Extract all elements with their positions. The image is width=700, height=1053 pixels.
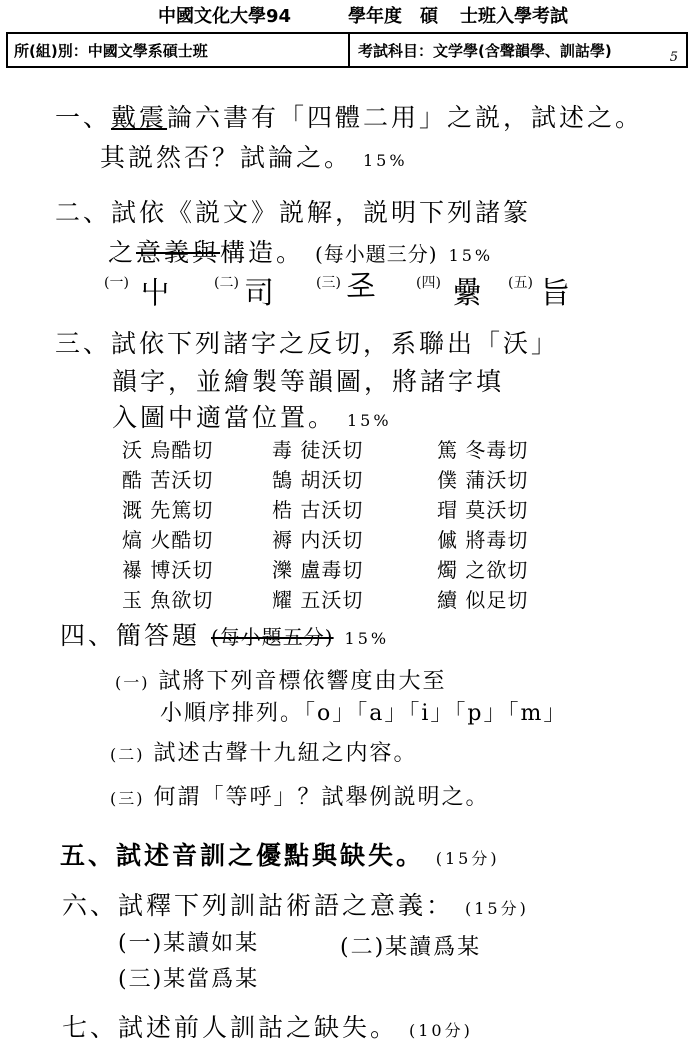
q2-item-4-label: (四)	[416, 275, 441, 291]
q2-item-1-label: (一)	[104, 275, 129, 291]
q2-item-2-char: 司	[244, 276, 274, 311]
program-label: 士班入學考試	[460, 6, 568, 27]
table-cell: 篤 冬毒切	[437, 438, 529, 462]
q4-sub3-label: (三)	[110, 789, 145, 808]
q6-score: (15分)	[464, 899, 529, 918]
q6-sub2-text: (二)某讀爲某	[340, 935, 482, 960]
q1-author: 戴震	[111, 103, 168, 132]
q2-item-5-label: (五)	[508, 275, 533, 291]
q5-number: 五、	[60, 841, 117, 870]
q1-line1	[55, 98, 643, 134]
table-cell: 燭 之欲切	[437, 558, 529, 582]
table-cell: 瑁 莫沃切	[437, 498, 529, 522]
q1-text-1: 論六書有「四體二用」之説，試述之。	[167, 103, 644, 132]
q4-sub2-label: (二)	[110, 745, 145, 764]
q6-sub1	[118, 926, 259, 957]
table-cell: 耀 五沃切	[272, 588, 364, 612]
q2-item-2-label: (二)	[214, 275, 239, 291]
q4-sub3-text: 何謂「等呼」？試舉例説明之。	[153, 785, 490, 810]
q1-text-2: 其説然否？試論之。	[100, 143, 353, 172]
q1-score: 15%	[362, 151, 408, 170]
q3-text-2: 韻字，並繪製等韻圖，將諸字填	[112, 367, 505, 396]
table-cell: 酷 苦沃切	[122, 468, 214, 492]
table-cell: 梏 古沃切	[272, 498, 364, 522]
q3-score: 15%	[346, 411, 392, 430]
table-cell: 續 似足切	[437, 588, 529, 612]
q4-title: 簡答題	[116, 621, 201, 650]
q7-number: 七、	[62, 1013, 119, 1042]
table-row	[122, 494, 587, 523]
q2-note: (每小題三分)	[315, 242, 438, 266]
table-cell: 溉 先篤切	[122, 498, 214, 522]
q4-note: (每小題五分)	[210, 625, 334, 649]
table-cell: 傶 將毒切	[437, 528, 529, 552]
table-cell: 鵠 胡沃切	[272, 468, 364, 492]
q6-sub1-text: (一)某讀如某	[118, 931, 260, 956]
q5-line	[60, 836, 500, 872]
q4-sub3	[110, 780, 490, 811]
table-cell: 玉 魚欲切	[122, 588, 214, 612]
table-cell: 褥 内沃切	[272, 528, 364, 552]
table-cell: 沃 烏酷切	[122, 438, 214, 462]
q2-text-2a: 之	[108, 238, 137, 267]
table-cell: 毒 徒沃切	[272, 438, 364, 462]
q6-sub3	[118, 962, 259, 993]
q4-line1	[60, 616, 389, 652]
q6-sub3-text: (三)某當爲某	[118, 967, 260, 992]
q2-text-2b: 構造。	[220, 238, 305, 267]
q4-sub1-line1	[115, 664, 447, 695]
header-divider	[348, 34, 350, 66]
q3-text-3: 入圖中適當位置。	[112, 403, 337, 432]
degree-label: 碩	[420, 6, 438, 27]
table-row	[122, 434, 587, 463]
q2-line1	[55, 193, 531, 229]
exam-title-line	[158, 0, 598, 30]
table-cell: 僕 蒲沃切	[437, 468, 529, 492]
q4-score: 15%	[344, 629, 390, 648]
table-row	[122, 524, 587, 553]
q1-number: 一、	[55, 103, 112, 132]
q4-sub1-text-2: 小順序排列。「o」「a」「i」「p」「m」	[160, 701, 568, 726]
q5-text: 試述音訓之優點與缺失。	[116, 841, 425, 870]
q6-number: 六、	[62, 891, 119, 920]
q3-number: 三、	[55, 329, 112, 358]
q2-item-4-char: 纍	[452, 276, 482, 311]
q4-sub1-label: (一)	[115, 673, 150, 692]
q3-text-1: 試依下列諸字之反切，系聯出「沃」	[111, 329, 560, 358]
q4-sub1-text-1: 試將下列音標依響度由大至	[158, 669, 447, 694]
q4-sub2-text: 試述古聲十九紐之内容。	[153, 741, 418, 766]
q2-item-1-char: 屮	[140, 276, 170, 311]
q2-item-5-char: 旨	[540, 276, 570, 311]
q7-line	[62, 1008, 473, 1044]
q2-text-1: 試依《説文》説解，説明下列諸篆	[111, 198, 532, 227]
q7-score: (10分)	[408, 1021, 473, 1040]
q2-item-3-char: 𢀖	[346, 268, 376, 303]
q3-line2	[112, 362, 504, 398]
table-row	[122, 584, 587, 613]
year-label: 學年度	[348, 6, 402, 27]
q7-text: 試述前人訓詁之缺失。	[118, 1013, 399, 1042]
subject-label: 考試科目：文学學(含聲韻學、訓詁學)	[358, 42, 612, 60]
q5-score: (15分)	[435, 849, 500, 868]
school-name: 中國文化大學94	[158, 6, 292, 27]
q3-line1	[55, 324, 559, 360]
q1-line2	[100, 138, 408, 174]
q2-item-3-label: (三)	[316, 275, 341, 291]
q6-text: 試釋下列訓詁術語之意義：	[118, 891, 455, 920]
q2-score: 15%	[448, 246, 494, 265]
table-cell: 襮 博沃切	[122, 558, 214, 582]
q2-line2	[108, 233, 493, 269]
header-info-box	[6, 32, 688, 68]
q4-number: 四、	[60, 621, 117, 650]
q6-line	[62, 886, 529, 922]
q6-sub2	[340, 930, 481, 961]
table-cell: 熇 火酷切	[122, 528, 214, 552]
q2-number: 二、	[55, 198, 112, 227]
table-row	[122, 554, 587, 583]
department-label: 所(組)別：中國文學系碩士班	[14, 42, 208, 60]
exam-header	[0, 0, 700, 70]
q3-line3	[112, 398, 392, 434]
table-cell: 濼 盧毒切	[272, 558, 364, 582]
page-number: 5	[669, 50, 678, 65]
table-row	[122, 464, 587, 493]
q4-sub2	[110, 736, 418, 767]
q4-sub1-line2	[160, 696, 567, 727]
q2-struck-text: 意義與	[136, 238, 221, 267]
